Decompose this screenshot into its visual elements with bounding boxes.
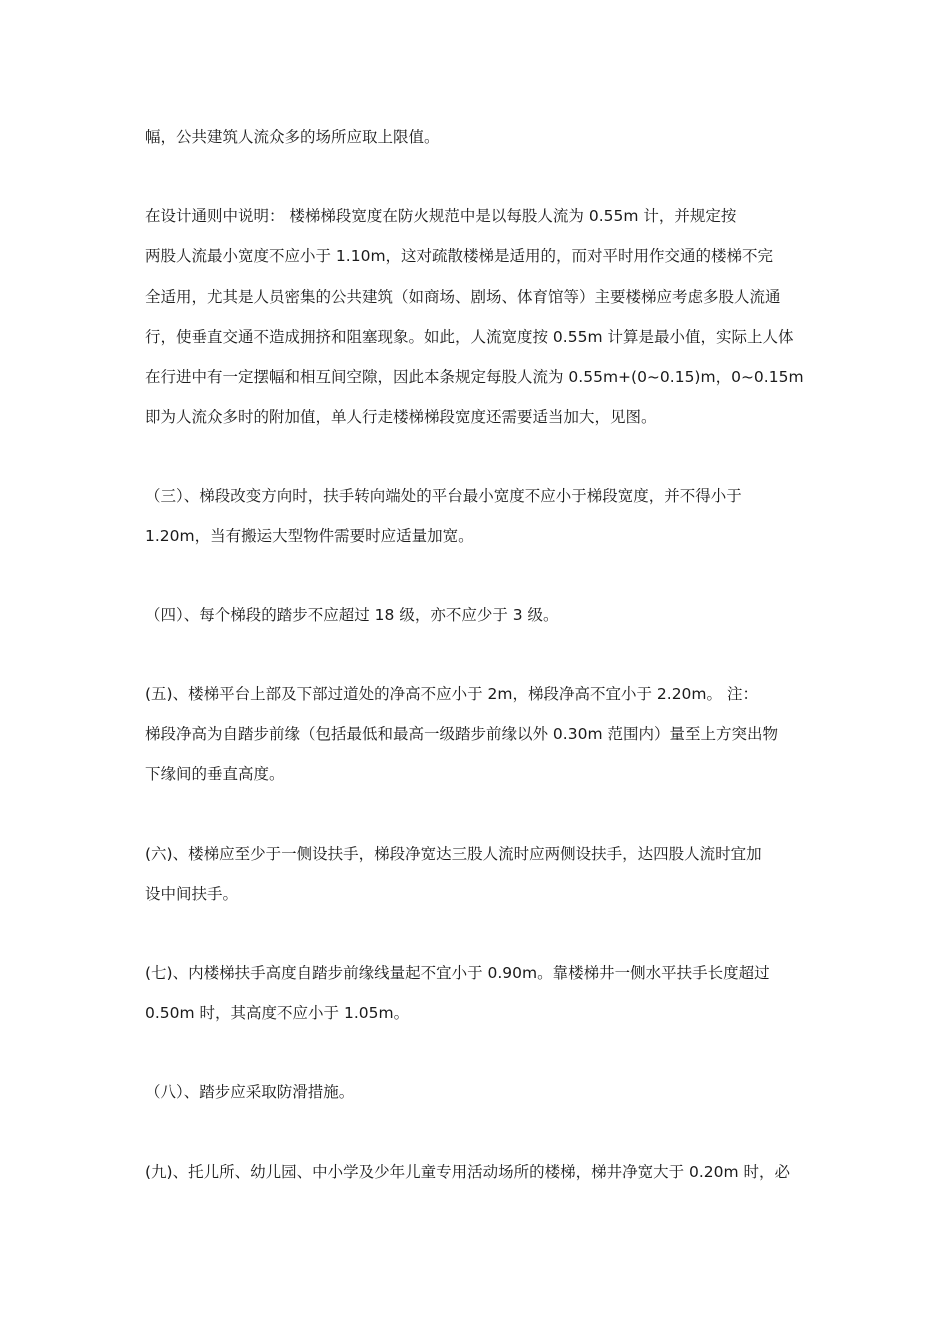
paragraph-line: （三）、梯段改变方向时，扶手转向端处的平台最小宽度不应小于梯段宽度，并不得小于 (145, 487, 742, 505)
paragraph-line: 两股人流最小宽度不应小于 1.10m，这对疏散楼梯是适用的，而对平时用作交通的楼梯不完 (145, 247, 774, 265)
paragraph-line: 幅，公共建筑人流众多的场所应取上限值。 (145, 128, 440, 146)
paragraph-line: 设中间扶手。 (145, 885, 239, 903)
paragraph-line: (七)、内楼梯扶手高度自踏步前缘线量起不宜小于 0.90m。靠楼梯井一侧水平扶手长度超过 (145, 964, 770, 982)
paragraph-line: 梯段净高为自踏步前缘（包括最低和最高一级踏步前缘以外 0.30m 范围内）量至上方突出物 (145, 725, 778, 743)
paragraph-line: （四）、每个梯段的踏步不应超过 18 级，亦不应少于 3 级。 (145, 606, 559, 624)
paragraph-line: (五)、楼梯平台上部及下部过道处的净高不应小于 2m，梯段净高不宜小于 2.20m。 注： (145, 685, 758, 703)
paragraph-line: 下缘间的垂直高度。 (145, 765, 285, 783)
paragraph-line: 1.20m，当有搬运大型物件需要时应适量加宽。 (145, 527, 474, 545)
paragraph-line: (九)、托儿所、幼儿园、中小学及少年儿童专用活动场所的楼梯，梯井净宽大于 0.20m 时，必 (145, 1163, 791, 1181)
paragraph-line: （八）、踏步应采取防滑措施。 (145, 1083, 355, 1101)
paragraph-line: 在设计通则中说明： 楼梯梯段宽度在防火规范中是以每股人流为 0.55m 计，并规定按 (145, 207, 737, 225)
paragraph-line: 0.50m 时，其高度不应小于 1.05m。 (145, 1004, 410, 1022)
paragraph-line: (六)、楼梯应至少于一侧设扶手，梯段净宽达三股人流时应两侧设扶手，达四股人流时宜加 (145, 845, 762, 863)
paragraph-line: 即为人流众多时的附加值，单人行走楼梯梯段宽度还需要适当加大，见图。 (145, 408, 657, 426)
paragraph-line: 行，使垂直交通不造成拥挤和阻塞现象。如此，人流宽度按 0.55m 计算是最小值，实际上人体 (145, 328, 794, 346)
paragraph-line: 在行进中有一定摆幅和相互间空隙，因此本条规定每股人流为 0.55m+(0~0.15)m，0~0.15m (145, 368, 804, 386)
paragraph-line: 全适用，尤其是人员密集的公共建筑（如商场、剧场、体育馆等）主要楼梯应考虑多股人流通 (145, 288, 781, 306)
